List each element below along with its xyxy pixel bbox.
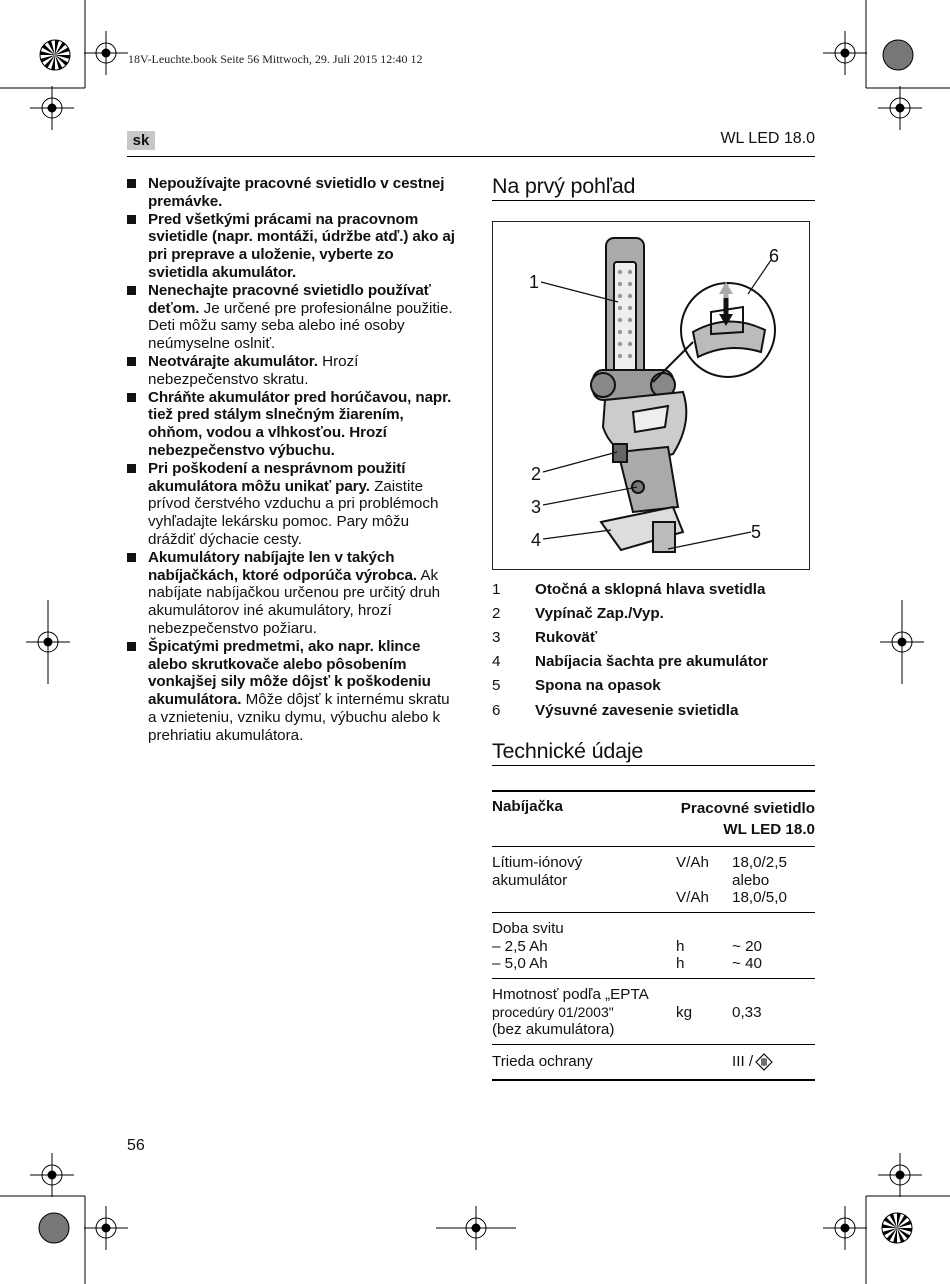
work-light-illustration	[493, 222, 808, 568]
language-tag: sk	[127, 131, 155, 150]
callout-3: 3	[531, 497, 542, 517]
safety-warnings	[127, 175, 457, 745]
overview-title: Na prvý pohľad	[492, 174, 636, 198]
warning-item: Pred všetkými prácami na pracovnom svietidle (napr. montáži, údržbe atď.) ako aj pri preprave a uloženie, vyberte zo svietidla akumulátor.	[127, 211, 457, 282]
legend-item: 2 Vypínač Zap./Vyp.	[492, 604, 664, 622]
spec-row-runtime: Doba svitu – 2,5 Ah – 5,0 Ah h h ~ 20 ~ 40	[492, 920, 762, 972]
warning-item: Chráňte akumulátor pred horúčavou, napr. tiež pred stálym slnečným žiarením, ohňom, vodou a vlhkosťou. Hrozí nebezpečenstvo výbuchu.	[127, 389, 457, 460]
legend-item: 6 Výsuvné zavesenie svietidla	[492, 701, 739, 719]
figure-legend	[492, 577, 815, 722]
header-rule	[127, 156, 815, 157]
tech-rule	[492, 765, 815, 766]
print-header: 18V-Leuchte.book Seite 56 Mittwoch, 29. Juli 2015 12:40 12	[128, 52, 423, 66]
protection-class-iii-icon	[755, 1053, 773, 1071]
spec-header: Nabíjačka Pracovné svietidlo WL LED 18.0	[492, 797, 815, 838]
warning-item: Nenechajte pracovné svietidlo používať deťom. Je určené pre profesionálne použitie. Deti môžu samy seba alebo iné osoby neúmyselne oslniť.	[127, 282, 457, 353]
overview-rule	[492, 200, 815, 201]
callout-5: 5	[751, 522, 762, 542]
warning-item: Špicatými predmetmi, ako napr. klince alebo skrutkovače alebo pôsobením vonkajšej sily môže dôjsť k poškodeniu akumulátora. Môže dôjsť k internému skratu a vznieteniu, vzniku dymu, výbuchu alebo k prehriatiu akumulátora.	[127, 638, 457, 745]
spec-row-battery: Lítium-iónový akumulátor V/Ah V/Ah 18,0/2,5 alebo 18,0/5,0	[492, 854, 787, 906]
callout-6: 6	[769, 246, 780, 266]
spec-row-protection: Trieda ochrany III /	[492, 1045, 815, 1079]
legend-item: 3 Rukoväť	[492, 628, 598, 646]
tech-title: Technické údaje	[492, 739, 644, 763]
product-figure	[492, 221, 810, 570]
legend-item: 1 Otočná a sklopná hlava svetidla	[492, 580, 766, 598]
page-number: 56	[127, 1137, 145, 1154]
warning-item: Neotvárajte akumulátor. Hrozí nebezpečenstvo skratu.	[127, 353, 457, 389]
spec-table	[492, 790, 815, 1081]
callout-4: 4	[531, 530, 542, 550]
model-header: WL LED 18.0	[720, 130, 815, 147]
legend-item: 4 Nabíjacia šachta pre akumulátor	[492, 653, 768, 671]
callout-1: 1	[529, 272, 540, 292]
spec-row-weight: Hmotnosť podľa „EPTA procedúry 01/2003" (bez akumulátora) kg 0,33	[492, 986, 762, 1038]
warning-item: Pri poškodení a nesprávnom použití akumulátora môžu unikať pary. Zaistite prívod čerstvého vzduchu a pri problémoch vyhľadajte lekársku pomoc. Pary môžu dráždiť dýchacie cesty.	[127, 460, 457, 549]
warning-item: Nepoužívajte pracovné svietidlo v cestnej premávke.	[127, 175, 457, 211]
legend-item: 5 Spona na opasok	[492, 677, 661, 695]
warning-item: Akumulátory nabíjajte len v takých nabíjačkách, ktoré odporúča výrobca. Ak nabíjate nabíjačkou určenou pre určitý druh akumulátorov iné akumulátory, hrozí nebezpečenstvo požiaru.	[127, 549, 457, 638]
callout-2: 2	[531, 464, 542, 484]
